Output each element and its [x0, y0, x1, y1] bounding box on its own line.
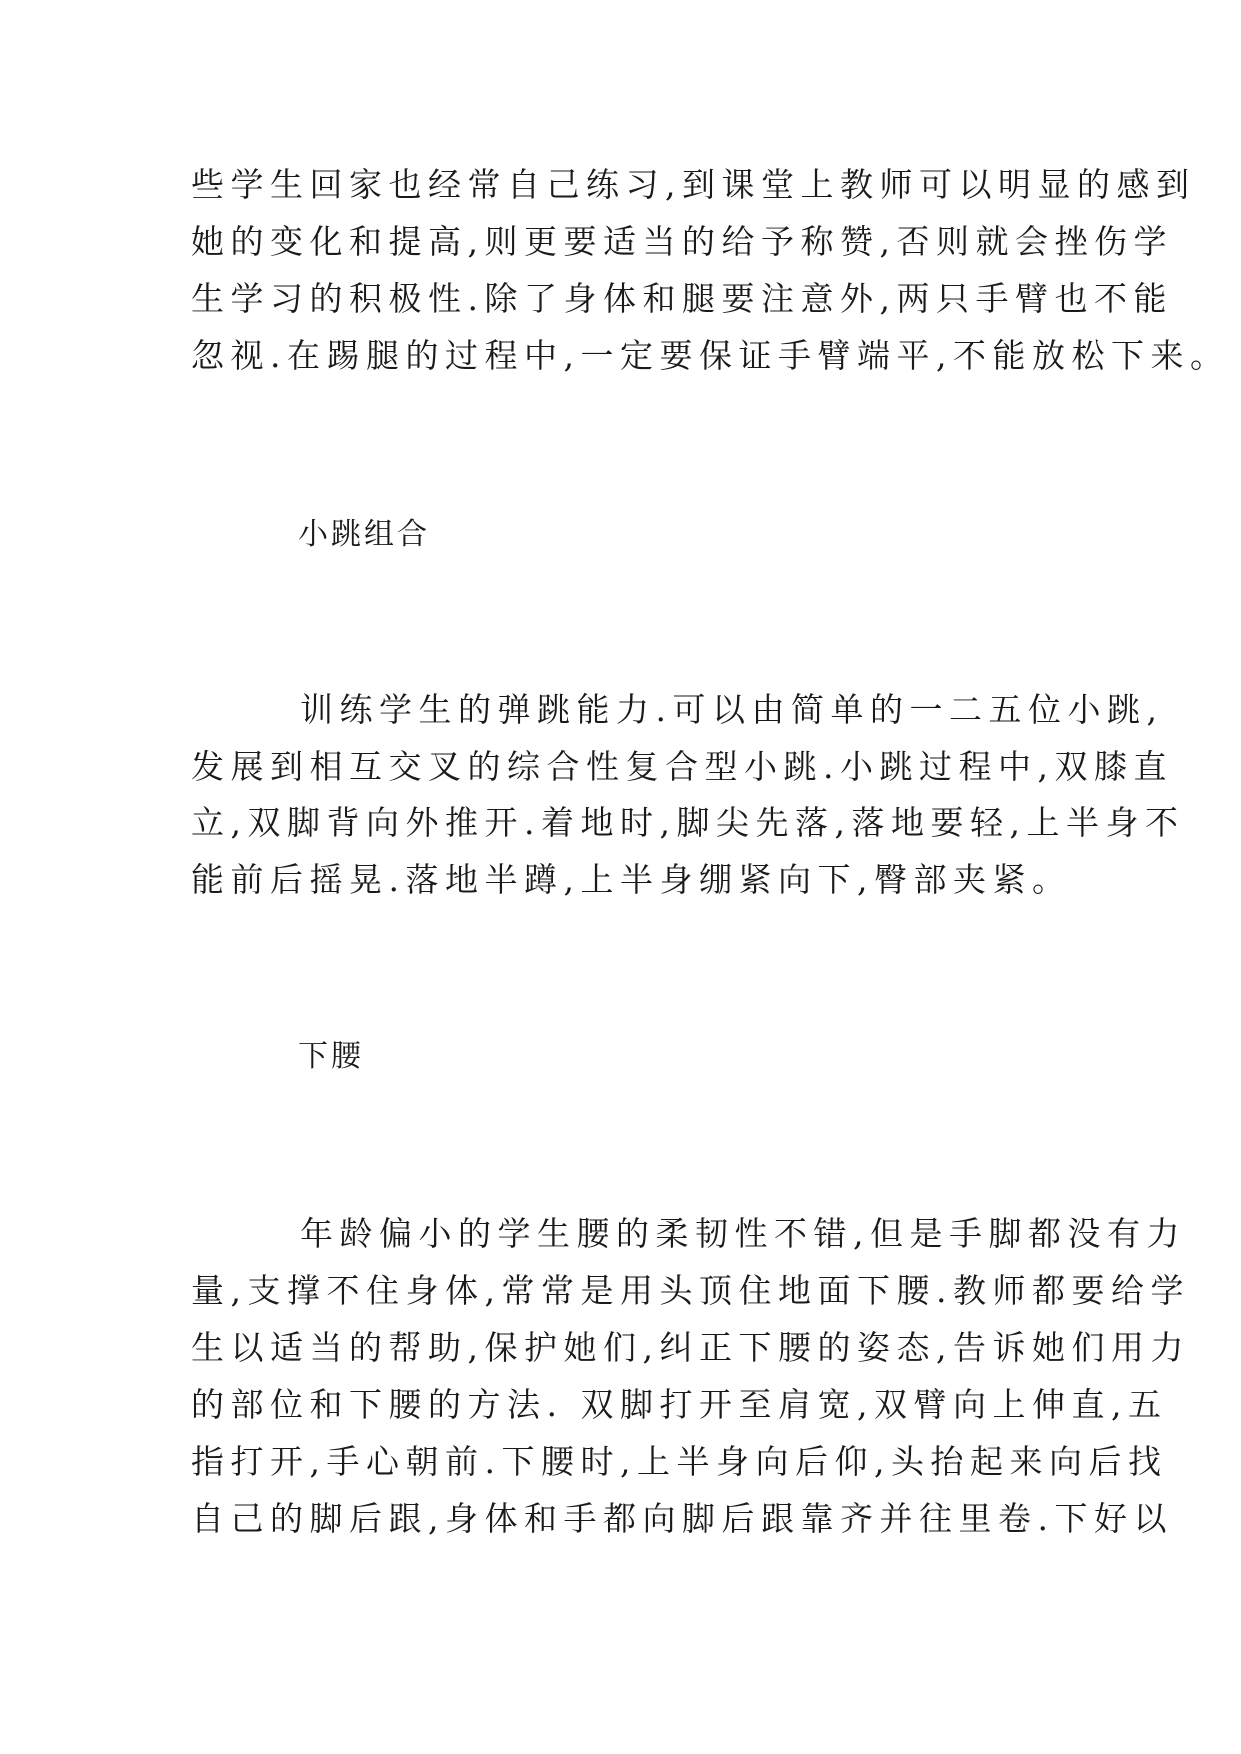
section-heading-backbend: 下腰	[298, 1039, 364, 1074]
paragraph-1-line-4: 忽视.在踢腿的过程中,一定要保证手臂端平,不能放松下来。	[191, 336, 1230, 375]
paragraph-3-line-2: 量,支撑不住身体,常常是用头顶住地面下腰.教师都要给学	[191, 1271, 1190, 1310]
paragraph-1-line-1: 些学生回家也经常自己练习,到课堂上教师可以明显的感到	[191, 165, 1196, 204]
paragraph-3-line-5: 指打开,手心朝前.下腰时,上半身向后仰,头抬起来向后找	[191, 1442, 1168, 1481]
paragraph-3-line-1: 年龄偏小的学生腰的柔韧性不错,但是手脚都没有力	[300, 1214, 1186, 1253]
paragraph-2-line-2: 发展到相互交叉的综合性复合型小跳.小跳过程中,双膝直	[191, 747, 1173, 786]
paragraph-1-line-3: 生学习的积极性.除了身体和腿要注意外,两只手臂也不能	[191, 279, 1173, 318]
paragraph-3-line-3: 生以适当的帮助,保护她们,纠正下腰的姿态,告诉她们用力	[191, 1328, 1190, 1367]
paragraph-2-line-4: 能前后摇晃.落地半蹲,上半身绷紧向下,臀部夹紧。	[191, 860, 1072, 899]
paragraph-3-line-4: 的部位和下腰的方法. 双脚打开至肩宽,双臂向上伸直,五	[191, 1385, 1168, 1424]
paragraph-3-line-6: 自己的脚后跟,身体和手都向脚后跟靠齐并往里卷.下好以	[191, 1499, 1173, 1538]
paragraph-1-line-2: 她的变化和提高,则更要适当的给予称赞,否则就会挫伤学	[191, 222, 1173, 261]
section-heading-jump: 小跳组合	[298, 517, 430, 552]
paragraph-2-line-1: 训练学生的弹跳能力.可以由简单的一二五位小跳,	[300, 690, 1164, 729]
paragraph-2-line-3: 立,双脚背向外推开.着地时,脚尖先落,落地要轻,上半身不	[191, 803, 1185, 842]
